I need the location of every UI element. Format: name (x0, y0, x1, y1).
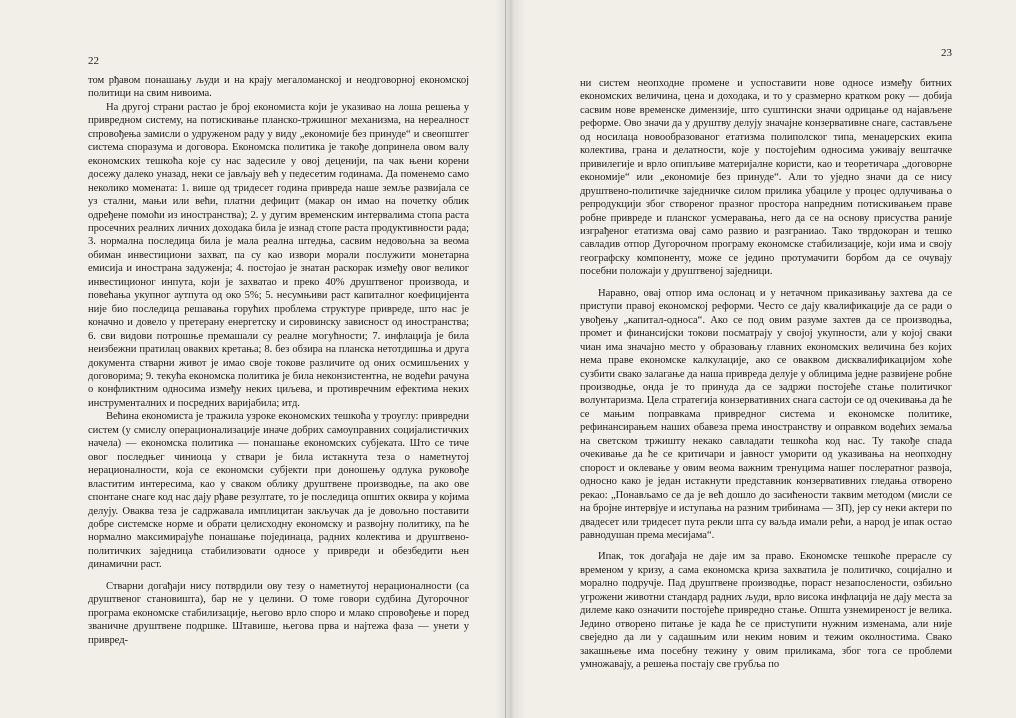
right-paragraph: Ипак, ток догађаја не даје им за право. Економске тешкоће прерасле су временом у кризу, а сама економска криза захватила је политичко, социјално и морално подручје. Пад друштвене производње, пораст незапослености, озбиљно угрожени животни стандард радних људи, врло висока инфлација не дају места за дилеме како означити постојеће привредно стање. Општа узнемиреност је велика. Једино отворено питање је када ће се приступити нужним изменама, али није свеједно да ли у садашњим или неким новим и тежим околностима. Свако закашњење има посебну тежину у овим приликама, због тога се проблеми умножавају, а решења постају све грубља по (580, 551, 952, 671)
left-page (0, 0, 506, 718)
left-paragraph: том рђавом понашању људи и на крају мегаломанској и неодговорној економској политици на свим нивоима. (88, 75, 469, 100)
left-paragraph: Стварни догађаји нису потврдили ову тезу о наметнутој нерационалности (са друштвеног становишта), бар не у целини. О томе говори судбина Дугорочног програма економске стабилизације, његово врло споро и млако спровођење и поред званичне друштвене подршке. Штавише, његова прва и најтежа фаза — унети у привред- (88, 580, 469, 646)
page-number-left: 22 (88, 55, 99, 67)
page-number-right: 23 (941, 47, 952, 59)
left-paragraph: На другој страни растао је број економиста који је указивао на лоша решења у привредном систему, на потискивање планско-тржишног механизма, на нереалност спровођења замисли о удруженом раду у виду „економије без принуде“ и свеопштег система споразума и договора. Економска политика је такође допринела овом валу економских тешкоћа које су нас задесиле у овој деценији, па чак њени корени досежу далеко уназад, неки се јављају већ у педесетим годинама. Да поменемо само неколико момената: 1. више од тридесет година привреда наше земље развијала се уз стални, мањи или већи, платни дефицит (макар он имао на почетку облик одређене помоћи из иностранства); 2. у дугим временским интервалима стопа раста просечних реалних личних доходака била је изнад стопе раста продуктивности рада; 3. нормална последица била је мала реална штедња, сасвим недовољна за веома обиман инвестициони захват, па су као извори морали послужити монетарна емисија и инострана задуженја; 4. постојао је знатан раскорак између овог великог инвестиционог инпута, који је захватао и преко 40% друштвеног производа, и повећања укупног аутпута од око 5%; 5. несумњиви раст капиталног коефицијента није био последица решавања горућих проблема структуре привреде, што нас је коначно и довело у претерану енергетску и сировинску зависност од иностранства; 6. сви видови потрошње премашали су реалне могућности; 7. инфлација је била неизбежни пратилац оваквих кретања; 8. без обзира на планска нетотдишња и друга документа стварни живот је имао своје токове различите од оних осмишљених у договорима; 9. текућа економска политика је била неконзистентна, не водећи рачуна о конфликтним односима између неких циљева, и противречним ефектима неких инструменталних и посредних варијабила; итд. (88, 101, 469, 409)
right-paragraph: ни систем неопходне промене и успоставити нове односе између битних економских величина, цена и доходака, и то у сразмерно кратком року — добија сасвим нове временске димензије, што суштински значи одрицање од најављене реформе. Ово значи да у друштву делују значајне конзервативне снаге, састављене од носилаца новообразованог етатизма полиполског типа, менаџерских екипа колектива, грана и делатности, које у постојећим односима уживају вештачке привилегије и врло опипљиве материјалне користи, као и теоретичара „договорне економије“ или „економије без принуде“. Али то уједно значи да се нису друштвено-политичке заједничке силом прилика убациле у процес одлучивања о репродукцији због створеног празног простора напредним потискивањем праве робне привреде и планског усмеравања, него да се на основу присуства раније изграђеног етатизма овај само развио и разграниао. Тако тврдокоран и тешко савладив отпор Дугорочном програму економске стабилизације, који има и своју географску компоненту, може се једино протумачити борбом да се очувају посебни положаји у друштвеној заједници. (580, 78, 952, 278)
left-paragraph: Већина економиста је тражила узроке економских тешкоћа у троуглу: привредни систем (у смислу операционализације иначе добрих самоуправних социјалистичких начела) — економска политика — понашање економских субјеката. Што се тиче овог последњег чиниоца у ствари је била истакнута теза о наметнутој нерационалности, која се економски субјекти при доношењу одлука руковође властитим интересима, као у сваком облику друштвене производње, па ако овe спонтане снаге код нас дају рђаве резултате, то је последица општих оквира у којима делују. Оваква теза је садржавала имплицитан закључак да је довољно поставити добре системске норме и обрати целисходну економску и развојну политику, па ће нормално максимирајуће понашање појединаца, радних колектива и друштвено-политичких заједница стабилизовати односе у привреди и обезбедити њен динамични раст. (88, 411, 469, 571)
right-paragraph: Наравно, овај отпор има ослонац и у нетачном приказивању захтева да се приступи правој економској реформи. Често се дају квалификације да се ради о увођењу „капитал-односа“. Ако се под овим разуме захтев да се производња, промет и финансијски токови посматрају у својој укупности, али у којој сваки чиан има значајно место у образовању главних економских величина без којих нема праве економске калкулације, ако се оваквом дисквалификацијом хоће сузбити свако залагање да наша привреда делује у облицима једне развијене робне производње, онда је то принуда да се задржи постојеће стање политичког волунтаризма. Цела стратегија конзервативних снага састоји се од очекивања да ће се мањим поправкама привредног система и економске политике, рефинансирањем наших обавеза према иностранству и оправком водећих земаља на светском тржишту некако савладати тешкоћа код нас. Ту такође спада очекивање да ће се критичари и јавност уморити од указивања на неопходну спорост и оклевање у овим веома важним тренуцима нашег послератног развоја, односно како је један истакнути представник конзервативних гледања отворено рекао: „Понављамо се да је већ дошло до засићености таквим методом (мисли се на бројне интервјуе и иступања на разним трибинама — ЗП), јер су неки актери по двадесет или тридесет пута рекли шта су ваљда имали рећи, а народ је ипак остао равнодушан према месијама“. (580, 287, 952, 541)
right-page (506, 0, 1016, 718)
